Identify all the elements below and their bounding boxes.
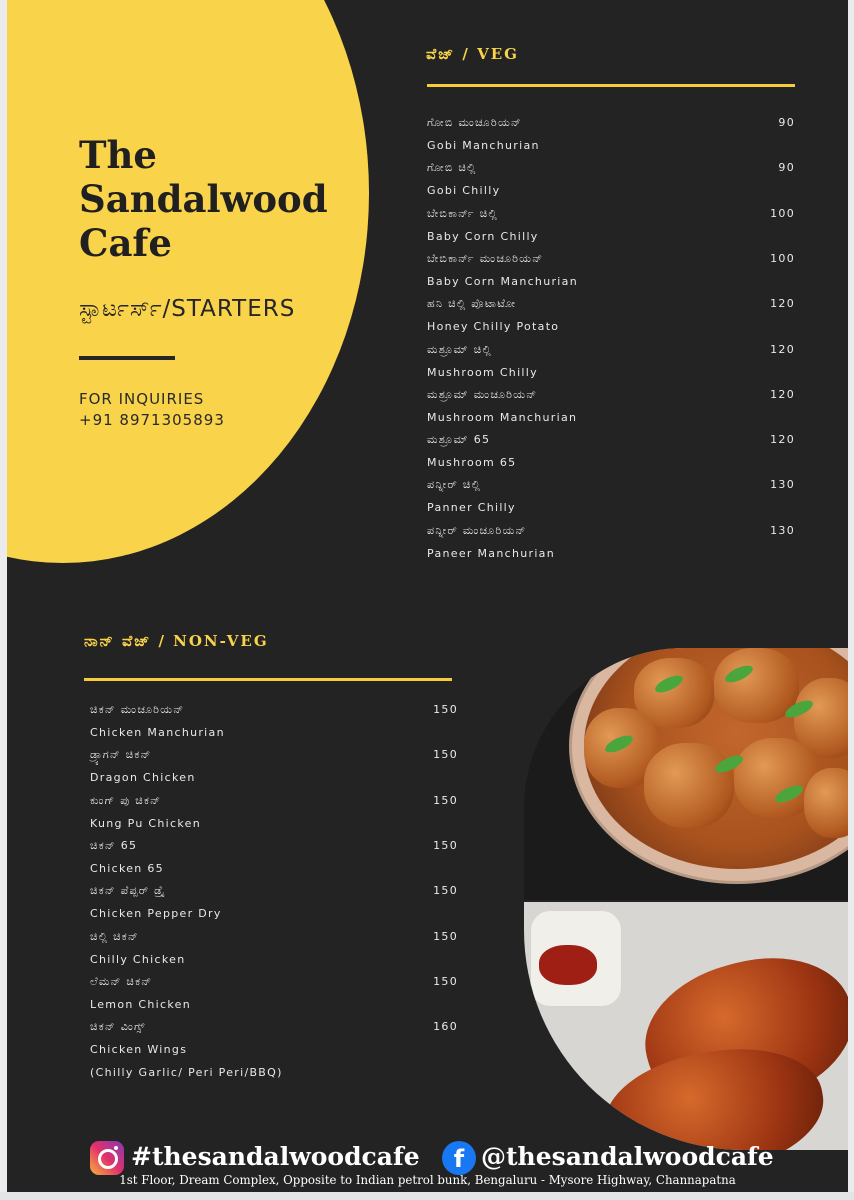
menu-item-price: 120	[770, 342, 795, 356]
wings-flavour-note: (Chilly Garlic/ Peri Peri/BBQ)	[90, 1066, 283, 1079]
menu-item-kannada: ಮಶ್ರೂಮ್ ಮಂಚೂರಿಯನ್	[427, 387, 538, 401]
menu-page	[7, 0, 848, 1192]
menu-item-english: Gobi Manchurian	[427, 139, 540, 152]
address-line: 1st Floor, Dream Complex, Opposite to Indian petrol bunk, Bengaluru - Mysore Highway, Channapatna	[119, 1173, 736, 1187]
facebook-icon[interactable]: f	[442, 1141, 476, 1175]
menu-item-price: 90	[778, 116, 795, 129]
nugget-shape	[804, 768, 848, 838]
menu-item-kannada: ಹನಿ ಚಿಲ್ಲಿ ಪೊಟಾಟೋ	[427, 297, 517, 311]
menu-item-price: 150	[433, 703, 458, 716]
instagram-handle[interactable]: #thesandalwoodcafe	[131, 1142, 420, 1171]
menu-item-kannada: ಪನ್ನೀರ್ ಮಂಚೂರಿಯನ್	[427, 523, 527, 537]
sauce-shape	[539, 945, 597, 985]
menu-item-kannada: ಚಿಕನ್ ವಿಂಗ್ಸ್	[90, 1020, 146, 1034]
title-divider	[79, 356, 175, 360]
menu-item-price: 130	[770, 478, 795, 492]
menu-item-kannada: ಕುಂಗ್ ಪು ಚಿಕನ್	[90, 793, 162, 807]
menu-item-kannada: ಗೋಬಿ ಚಿಲ್ಲಿ	[427, 161, 477, 175]
chicken-wings-photo	[524, 902, 848, 1150]
menu-item-english: Honey Chilly Potato	[427, 320, 560, 334]
nonveg-divider	[84, 678, 452, 681]
title-line: Sandalwood	[79, 177, 328, 221]
instagram-icon[interactable]	[90, 1141, 124, 1175]
cafe-title	[79, 133, 379, 265]
menu-item-kannada: ಮಶ್ರೂಮ್ ಚಿಲ್ಲಿ	[427, 342, 493, 356]
menu-item-price: 120	[770, 387, 795, 401]
menu-item-kannada: ಬೇಬಿಕಾರ್ನ್ ಮಂಚೂರಿಯನ್	[427, 251, 544, 265]
menu-item-price: 150	[433, 793, 458, 807]
instagram-icon-dot	[114, 1146, 118, 1150]
menu-item-price: 130	[770, 523, 795, 537]
menu-item-price: 120	[770, 433, 795, 447]
menu-item-kannada: ಪನ್ನೀರ್ ಚಿಲ್ಲಿ	[427, 478, 482, 492]
inquiries-label: FOR INQUIRIES	[79, 390, 205, 408]
nugget-shape	[644, 743, 734, 828]
menu-item-kannada: ಬೇಬಿಕಾರ್ನ್ ಚಿಲ್ಲಿ	[427, 206, 499, 220]
menu-item-kannada: ಚಿಕನ್ ಮಂಚೂರಿಯನ್	[90, 703, 185, 716]
veg-divider	[427, 84, 795, 87]
yellow-circle-decoration	[7, 0, 369, 563]
menu-item-english: Lemon Chicken	[90, 997, 191, 1011]
menu-item-english: Chicken 65	[90, 861, 164, 875]
menu-item-kannada: ಡ್ರ್ಯಾಗನ್ ಚಿಕನ್	[90, 748, 152, 762]
starters-subtitle: ಸ್ಟಾರ್ಟರ್ಸ್/STARTERS	[79, 296, 296, 322]
menu-item-english: Baby Corn Manchurian	[427, 274, 578, 288]
menu-item-kannada: ಚಿಕನ್ 65	[90, 838, 138, 852]
instagram-icon-ring	[98, 1149, 118, 1169]
menu-item-price: 160	[433, 1020, 458, 1034]
menu-item-price: 150	[433, 929, 458, 943]
title-line: Cafe	[79, 221, 172, 265]
menu-item-kannada: ಚಿಕನ್ ಪೆಪ್ಪರ್ ಡ್ರೈ	[90, 884, 166, 898]
menu-item-kannada: ಗೋಬಿ ಮಂಚೂರಿಯನ್	[427, 116, 522, 129]
menu-item-english: Mushroom Chilly	[427, 365, 538, 379]
menu-item-kannada: ಮಶ್ರೂಮ್ 65	[427, 433, 491, 447]
menu-item-english: Mushroom Manchurian	[427, 410, 578, 424]
menu-item-price: 100	[770, 251, 795, 265]
menu-item-english: Panner Chilly	[427, 501, 516, 515]
menu-item-price: 90	[778, 161, 795, 175]
menu-item-english: Gobi Chilly	[427, 184, 501, 198]
veg-heading: ವೆಜ್ / VEG	[426, 45, 519, 63]
nonveg-heading: ನಾನ್ ವೆಜ್ / NON-VEG	[84, 632, 269, 650]
bottom-strip	[0, 1192, 854, 1200]
menu-item-english: Baby Corn Chilly	[427, 229, 539, 243]
menu-item-price: 150	[433, 974, 458, 988]
menu-item-price: 150	[433, 838, 458, 852]
menu-item-english: Mushroom 65	[427, 456, 517, 470]
menu-item-english: Chicken Pepper Dry	[90, 907, 222, 921]
menu-item-price: 150	[433, 884, 458, 898]
menu-item-price: 100	[770, 206, 795, 220]
menu-item-english: Chilly Chicken	[90, 952, 186, 966]
facebook-handle[interactable]: @thesandalwoodcafe	[481, 1142, 774, 1171]
phone-number[interactable]: +91 8971305893	[79, 411, 225, 429]
manchurian-photo	[524, 648, 848, 900]
menu-item-kannada: ಲೆಮನ್ ಚಿಕನ್	[90, 974, 153, 988]
menu-item-price: 120	[770, 297, 795, 311]
menu-item-english: Chicken Manchurian	[90, 726, 225, 739]
sauce-cup-shape	[530, 910, 622, 1007]
menu-item-english: Chicken Wings	[90, 1043, 188, 1057]
menu-item-english: Kung Pu Chicken	[90, 816, 201, 830]
title-line: The	[79, 133, 157, 177]
menu-item-kannada: ಚಿಲ್ಲಿ ಚಿಕನ್	[90, 929, 140, 943]
menu-item-english: Dragon Chicken	[90, 771, 196, 785]
menu-item-price: 150	[433, 748, 458, 762]
menu-item-english: Paneer Manchurian	[427, 546, 555, 560]
